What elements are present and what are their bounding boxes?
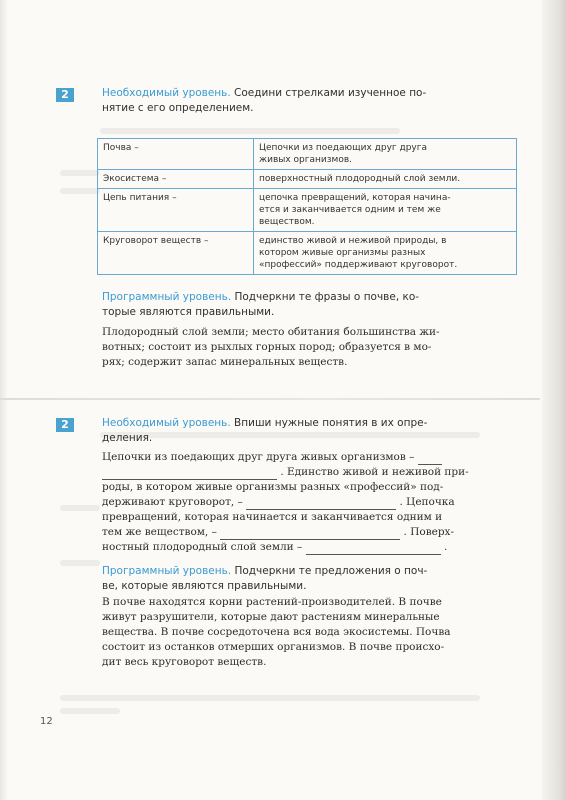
text-line: . Единство живой и неживой при- [280, 466, 469, 478]
definition-line: «профессий» поддерживают круговорот. [259, 260, 458, 270]
definition-line: котором живые организмы разных [259, 248, 426, 258]
task-number-badge: 2 [56, 418, 74, 432]
page-edge-right [542, 0, 566, 800]
definition-cell[interactable] [254, 139, 517, 170]
task-instruction: Подчеркни те фразы о почве, ко- [234, 291, 420, 303]
show-through-mark [60, 505, 100, 511]
term-label: Почва – [103, 143, 139, 153]
text-line: ностный плодородный слой земли – [102, 541, 303, 553]
text-line: вотных; состоит из рыхлых горных пород; образуется в мо- [102, 341, 432, 353]
text-line: вещества. В почве сосредоточена вся вода экосистемы. Почва [102, 626, 451, 638]
answer-blank[interactable] [306, 543, 441, 555]
text-line: . Поверх- [403, 526, 455, 538]
level-label: Программный уровень. [102, 565, 232, 577]
task-instruction: Соедини стрелками изученное по- [234, 87, 427, 99]
task-instruction-cont: нятие с его определением. [102, 102, 254, 114]
task1b-heading [102, 290, 522, 320]
show-through-mark [60, 695, 480, 701]
term-label: Экосистема – [103, 174, 167, 184]
term-cell[interactable] [98, 189, 254, 232]
definition-line: веществом. [259, 217, 315, 227]
level-label: Необходимый уровень. [102, 417, 231, 429]
text-line: дит весь круговорот веществ. [102, 656, 267, 668]
text-line: живут разрушители, которые дают растениям минеральные [102, 611, 440, 623]
show-through-mark [60, 188, 100, 194]
section-divider [0, 398, 540, 400]
page-edge-left [0, 0, 8, 800]
underline-text-2[interactable] [102, 595, 522, 670]
definition-cell[interactable] [254, 189, 517, 232]
fill-in-text [102, 450, 522, 555]
answer-blank[interactable] [220, 528, 400, 540]
term-cell[interactable] [98, 232, 254, 275]
show-through-mark [60, 560, 100, 566]
term-label: Цепь питания – [103, 193, 177, 203]
underline-text-1[interactable] [102, 325, 522, 370]
show-through-mark [60, 170, 100, 176]
level-label: Необходимый уровень. [102, 87, 231, 99]
task2-heading [102, 416, 522, 446]
definition-line: единство живой и неживой природы, в [259, 236, 447, 246]
definition-line: живых организмов. [259, 155, 352, 165]
text-line: превращений, которая начинается и заканчивается одним и [102, 511, 443, 523]
task-instruction: Подчеркни те предложения о поч- [234, 565, 428, 577]
answer-blank[interactable] [246, 498, 396, 510]
text-line: рях; содержит запас минеральных веществ. [102, 356, 348, 368]
definition-line: цепочка превращений, которая начина- [259, 193, 451, 203]
text-line: роды, в котором живые организмы разных «профессий» под- [102, 481, 444, 493]
definition-line: Цепочки из поедающих друг друга [259, 143, 427, 153]
definition-cell[interactable] [254, 232, 517, 275]
text-line: Плодородный слой земли; место обитания большинства жи- [102, 326, 440, 338]
page-number: 12 [40, 716, 53, 727]
answer-blank[interactable] [418, 453, 442, 465]
text-line: В почве находятся корни растений-производителей. В почве [102, 596, 442, 608]
term-label: Круговорот веществ – [103, 236, 209, 246]
task2b-heading [102, 564, 522, 594]
term-cell[interactable] [98, 139, 254, 170]
task-instruction-cont: деления. [102, 432, 153, 444]
level-label: Программный уровень. [102, 291, 232, 303]
show-through-mark [100, 128, 400, 134]
definition-cell[interactable] [254, 170, 517, 189]
text-line: . [443, 541, 448, 553]
task1-heading [102, 86, 522, 116]
term-cell[interactable] [98, 170, 254, 189]
definition-line: ется и заканчивается одним и тем же [259, 205, 441, 215]
text-line: тем же веществом, – [102, 526, 217, 538]
text-line: состоит из останков отмерших организмов. В почве происхо- [102, 641, 445, 653]
answer-blank[interactable] [102, 468, 277, 480]
task-instruction-cont: торые являются правильными. [102, 306, 275, 318]
task-instruction-cont: ве, которые являются правильными. [102, 580, 307, 592]
definition-line: поверхностный плодородный слой земли. [259, 174, 461, 184]
task-number-badge: 2 [56, 88, 74, 102]
text-line: держивают круговорот, – [102, 496, 243, 508]
show-through-mark [60, 708, 120, 714]
text-line: Цепочки из поедающих друг друга живых организмов – [102, 451, 415, 463]
text-line: . Цепочка [399, 496, 455, 508]
matching-table [97, 138, 517, 275]
task-instruction: Впиши нужные понятия в их опре- [234, 417, 428, 429]
